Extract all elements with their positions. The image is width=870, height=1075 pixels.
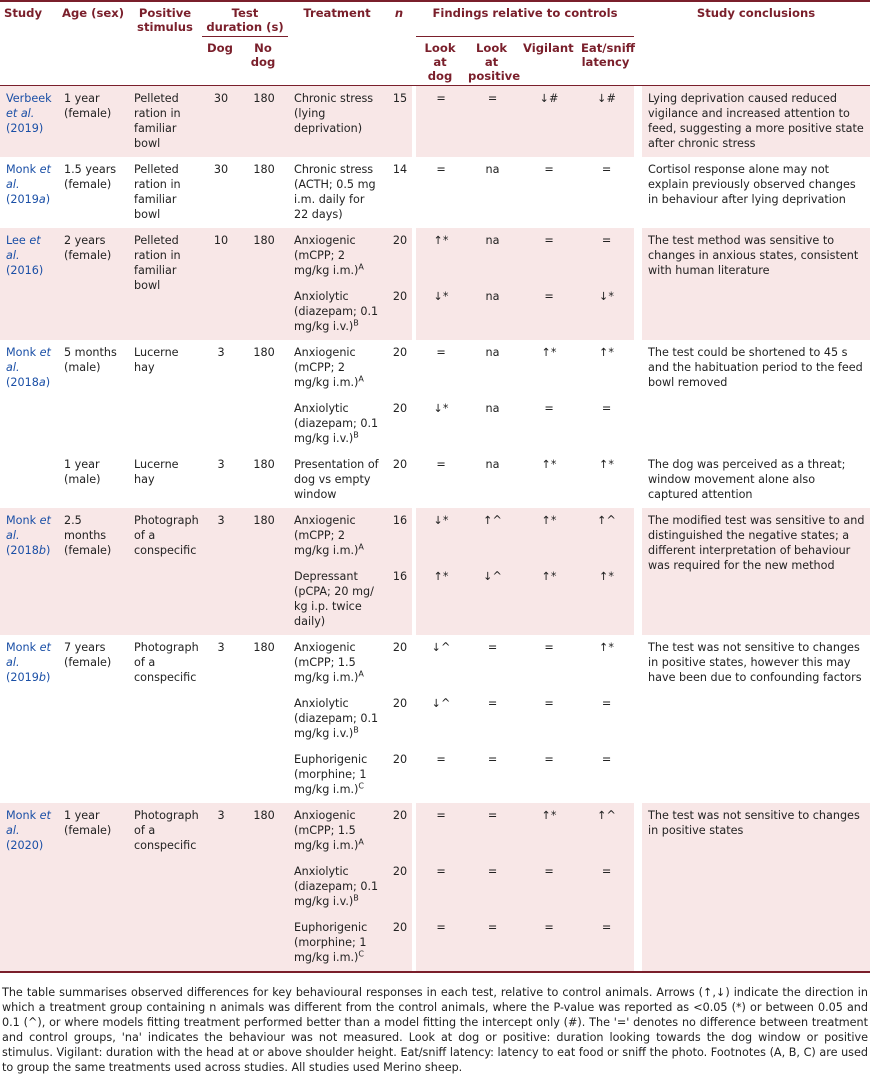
- look-pos-cell: =: [487, 697, 498, 710]
- look-pos-cell: ↑^: [464, 508, 519, 564]
- no-dog-cell: 180: [253, 641, 275, 654]
- look-dog-cell: =: [436, 458, 446, 471]
- header-vigilant: Vigilant: [519, 37, 577, 86]
- age-cell: 2 years (female): [58, 228, 128, 340]
- vigilant-cell: =: [544, 697, 554, 710]
- look-pos-cell: na: [485, 458, 500, 471]
- n-cell: 16: [386, 564, 412, 635]
- n-cell: 20: [386, 284, 412, 340]
- treatment-cell: Anxiolytic (diazepam; 0.1 mg/kg i.v.)$^B$: [288, 284, 386, 340]
- vigilant-cell: ↑*: [541, 346, 557, 359]
- dog-cell: 3: [202, 508, 238, 635]
- look-pos-cell: na: [485, 346, 500, 359]
- look-pos-cell: =: [464, 86, 519, 158]
- header-conclusions: Study conclusions: [642, 1, 870, 86]
- treatment-cell: Anxiolytic (diazepam; 0.1 mg/kg i.v.)$^B$: [288, 859, 386, 915]
- latency-cell: ↓#: [577, 86, 634, 158]
- stimulus-cell: Photograph of a conspecific: [134, 641, 199, 684]
- n-cell: 20: [392, 458, 408, 471]
- n-cell: 20: [392, 402, 408, 415]
- latency-cell: ↑*: [599, 346, 614, 359]
- look-pos-cell: =: [464, 859, 519, 915]
- look-dog-cell: ↓*: [416, 508, 464, 564]
- stimulus-cell: Photograph of a conspecific: [128, 508, 202, 635]
- look-pos-cell: =: [487, 641, 498, 654]
- age-cell: 1 year (female): [58, 803, 128, 972]
- dog-cell: 30: [213, 163, 229, 176]
- look-dog-cell: ↓*: [416, 284, 464, 340]
- treatment-cell: Anxiogenic (mCPP; 2 mg/kg i.m.)$^A$: [288, 228, 386, 284]
- conclusion-cell: The test could be shortened to 45 s and the habituation period to the feed bowl removed: [648, 346, 863, 389]
- treatment-cell: Anxiogenic (mCPP; 2 mg/kg i.m.)$^A$: [288, 508, 386, 564]
- age-cell: 2.5 months (female): [58, 508, 128, 635]
- conclusion-cell: The dog was perceived as a threat; window movement alone also captured attention: [648, 458, 846, 501]
- treatment-cell: Anxiogenic (mCPP; 2 mg/kg i.m.)$^A$: [294, 346, 364, 389]
- header-study: Study: [0, 1, 58, 86]
- header-positive-stimulus: Positive stimulus: [128, 1, 202, 86]
- header-age-sex: Age (sex): [58, 1, 128, 86]
- latency-cell: =: [601, 402, 612, 415]
- table-row: [0, 803, 870, 859]
- latency-cell: =: [577, 859, 634, 915]
- vigilant-cell: =: [544, 163, 554, 176]
- look-dog-cell: =: [436, 346, 446, 359]
- header-no-dog: No dog: [238, 37, 288, 86]
- study-cell[interactable]: Monk et al. (2019a): [6, 163, 51, 206]
- treatment-cell: Anxiolytic (diazepam; 0.1 mg/kg i.v.)$^B$: [294, 402, 379, 445]
- n-cell: 20: [392, 641, 408, 654]
- stimulus-cell: Photograph of a conspecific: [128, 803, 202, 972]
- no-dog-cell: 180: [238, 86, 288, 158]
- look-dog-cell: ↓^: [431, 697, 451, 710]
- table-row: [0, 340, 870, 396]
- n-cell: 15: [386, 86, 412, 158]
- latency-cell: ↓*: [577, 284, 634, 340]
- look-dog-cell: =: [436, 163, 446, 176]
- vigilant-cell: ↑*: [519, 508, 577, 564]
- look-dog-cell: ↑*: [416, 228, 464, 284]
- no-dog-cell: 180: [238, 228, 288, 340]
- study-cell[interactable]: Monk et al. (2019b): [6, 641, 51, 684]
- conclusion-cell: The modified test was sensitive to and distinguished the negative states; a different interpretation of behaviour was required for the new method: [642, 508, 870, 635]
- latency-cell: =: [601, 697, 612, 710]
- n-cell: 20: [392, 346, 408, 359]
- look-pos-cell: =: [487, 753, 498, 766]
- conclusion-cell: The test was not sensitive to changes in positive states: [642, 803, 870, 972]
- age-cell: 7 years (female): [64, 641, 112, 669]
- vigilant-cell: ↓#: [519, 86, 577, 158]
- header-dog: Dog: [202, 37, 238, 86]
- conclusion-cell: Cortisol response alone may not explain previously observed changes in behaviour after lying deprivation: [648, 163, 856, 206]
- study-cell[interactable]: Monk et al. (2020): [0, 803, 58, 972]
- treatment-cell: Euphorigenic (morphine; 1 mg/kg i.m.)$^C$: [288, 915, 386, 972]
- study-cell[interactable]: Monk et al. (2018b): [0, 508, 58, 635]
- latency-cell: ↑^: [577, 508, 634, 564]
- look-dog-cell: ↓*: [433, 402, 449, 415]
- stimulus-cell: Pelleted ration in familiar bowl: [128, 86, 202, 158]
- conclusion-cell: Lying deprivation caused reduced vigilance and increased attention to feed, suggesting a more positive state after chronic stress: [642, 86, 870, 158]
- look-dog-cell: =: [416, 859, 464, 915]
- look-pos-cell: =: [464, 915, 519, 972]
- stimulus-cell: Pelleted ration in familiar bowl: [134, 163, 181, 221]
- age-cell: 1 year (female): [58, 86, 128, 158]
- header-look-at-positive: Look at positive: [464, 37, 519, 86]
- n-cell: 20: [386, 228, 412, 284]
- treatment-cell: Presentation of dog vs empty window: [294, 458, 379, 501]
- vigilant-cell: =: [519, 284, 577, 340]
- treatment-cell: Anxiogenic (mCPP; 1.5 mg/kg i.m.)$^A$: [294, 641, 364, 684]
- n-cell: 20: [392, 753, 408, 766]
- look-pos-cell: na: [485, 402, 500, 415]
- no-dog-cell: 180: [238, 803, 288, 972]
- look-dog-cell: ↑*: [416, 564, 464, 635]
- n-cell: 20: [386, 859, 412, 915]
- conclusion-cell: The test method was sensitive to changes in anxious states, consistent with human literature: [642, 228, 870, 340]
- look-dog-cell: =: [436, 753, 446, 766]
- stimulus-cell: Lucerne hay: [134, 346, 179, 374]
- treatment-cell: Depressant (pCPA; 20 mg/ kg i.p. twice daily): [288, 564, 386, 635]
- look-dog-cell: ↓^: [431, 641, 451, 654]
- vigilant-cell: =: [544, 753, 554, 766]
- dog-cell: 30: [202, 86, 238, 158]
- latency-cell: ↑*: [577, 564, 634, 635]
- vigilant-cell: =: [519, 859, 577, 915]
- dog-cell: 3: [217, 346, 225, 359]
- header-findings: Findings relative to controls: [416, 1, 634, 37]
- look-dog-cell: =: [416, 86, 464, 158]
- vigilant-cell: =: [519, 228, 577, 284]
- study-cell[interactable]: Verbeek et al. (2019): [0, 86, 58, 158]
- dog-cell: 3: [217, 641, 225, 654]
- table-row: [0, 228, 870, 284]
- vigilant-cell: =: [544, 402, 554, 415]
- treatment-cell: Anxiogenic (mCPP; 1.5 mg/kg i.m.)$^A$: [288, 803, 386, 859]
- vigilant-cell: ↑*: [519, 564, 577, 635]
- table-row: [0, 452, 870, 508]
- header-eat-sniff-latency: Eat/sniff latency: [577, 37, 634, 86]
- vigilant-cell: =: [544, 641, 554, 654]
- dog-cell: 3: [217, 458, 225, 471]
- latency-cell: =: [601, 753, 612, 766]
- look-pos-cell: na: [485, 163, 500, 176]
- latency-cell: ↑*: [599, 458, 614, 471]
- n-cell: 20: [392, 697, 408, 710]
- no-dog-cell: 180: [238, 508, 288, 635]
- n-cell: 14: [392, 163, 408, 176]
- treatment-cell: Chronic stress (ACTH; 0.5 mg i.m. daily for 22 days): [294, 163, 376, 221]
- no-dog-cell: 180: [253, 163, 275, 176]
- latency-cell: =: [577, 915, 634, 972]
- latency-cell: =: [577, 228, 634, 284]
- study-cell[interactable]: Monk et al. (2018a): [6, 346, 51, 389]
- stimulus-cell: Lucerne hay: [134, 458, 179, 486]
- dog-cell: 3: [202, 803, 238, 972]
- latency-cell: ↑*: [599, 641, 614, 654]
- header-test-duration: Test duration (s): [202, 1, 288, 37]
- n-cell: 20: [386, 803, 412, 859]
- latency-cell: ↑^: [577, 803, 634, 859]
- header-treatment: Treatment: [288, 1, 386, 86]
- no-dog-cell: 180: [253, 458, 275, 471]
- stimulus-cell: Pelleted ration in familiar bowl: [128, 228, 202, 340]
- treatment-cell: Euphorigenic (morphine; 1 mg/kg i.m.)$^C$: [294, 753, 368, 796]
- conclusion-cell: The test was not sensitive to changes in positive states, however this may have been due to confounding factors: [648, 641, 862, 684]
- look-pos-cell: na: [464, 284, 519, 340]
- age-cell: 1.5 years (female): [64, 163, 117, 191]
- study-cell[interactable]: Lee et al. (2016): [0, 228, 58, 340]
- age-cell: 5 months (male): [64, 346, 117, 374]
- look-pos-cell: ↓^: [464, 564, 519, 635]
- n-cell: 20: [386, 915, 412, 972]
- table-row: [0, 86, 870, 158]
- dog-cell: 10: [202, 228, 238, 340]
- vigilant-cell: ↑*: [541, 458, 557, 471]
- table-footnote: The table summarises observed differences for key behavioural responses in each test, relative to control animals. Arrows (↑,↓) indicate the direction in which a treatment group containing n animals was different from the control animals, where the P-value was reported as <0.05 (*) or between 0.05 and 0.1 (^), or where models fitting treatment performed better than a model fitting the intercept only (#). The '=' denotes no difference between treatment and control groups, 'na' indicates the behaviour was not measured. Look at dog or positive: duration looking towards the dog window or positive stimulus. Vigilant: duration with the head at or above shoulder height. Eat/sniff latency: latency to eat food or sniff the photo. Footnotes (A, B, C) are used to group the same treatments used across studies. All studies used Merino sheep.: [2, 986, 868, 1074]
- treatment-cell: Anxiolytic (diazepam; 0.1 mg/kg i.v.)$^B$: [294, 697, 379, 740]
- no-dog-cell: 180: [253, 346, 275, 359]
- header-n: n: [386, 1, 412, 86]
- look-dog-cell: =: [416, 803, 464, 859]
- look-pos-cell: na: [464, 228, 519, 284]
- age-cell: 1 year (male): [64, 458, 101, 486]
- look-pos-cell: =: [464, 803, 519, 859]
- n-cell: 16: [386, 508, 412, 564]
- look-dog-cell: =: [416, 915, 464, 972]
- vigilant-cell: ↑*: [519, 803, 577, 859]
- vigilant-cell: =: [519, 915, 577, 972]
- latency-cell: =: [601, 163, 612, 176]
- table-row: [0, 635, 870, 691]
- table-row: [0, 508, 870, 564]
- header-look-at-dog: Look at dog: [416, 37, 464, 86]
- table-row: [0, 157, 870, 228]
- treatment-cell: Chronic stress (lying deprivation): [288, 86, 386, 158]
